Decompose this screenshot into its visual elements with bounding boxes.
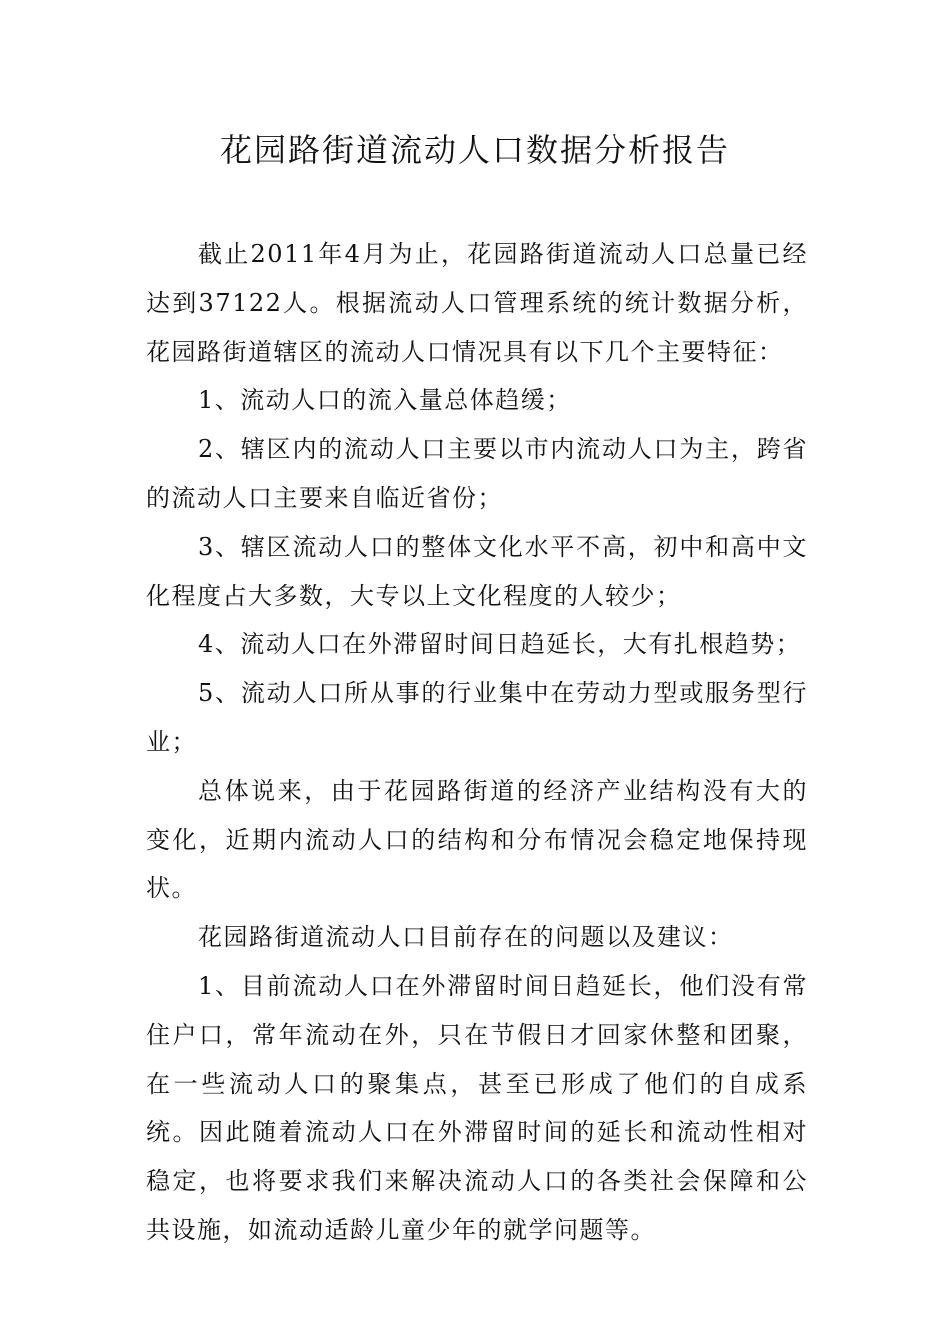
document-title: 花园路街道流动人口数据分析报告 — [219, 131, 730, 169]
intro-paragraph: 截止2011年4月为止，花园路街道流动人口总量已经达到37122人。根据流动人口管理系统的统计数据分析，花园路街道辖区的流动人口情况具有以下几个主要特征： — [146, 240, 808, 366]
summary-paragraph: 总体说来，由于花园路街道的经济产业结构没有大的变化，近期内流动人口的结构和分布情况会稳定地保持现状。 — [146, 776, 808, 903]
feature-item-3: 3、辖区流动人口的整体文化水平不高，初中和高中文化程度占大多数，大专以上文化程度的人较少； — [146, 532, 808, 610]
feature-item-5: 5、流动人口所从事的行业集中在劳动力型或服务型行业； — [146, 679, 808, 756]
feature-item-1: 1、流动人口的流入量总体趋缓； — [198, 386, 572, 415]
document-body — [146, 230, 808, 1255]
issues-heading-paragraph: 花园路街道流动人口目前存在的问题以及建议： — [198, 923, 734, 952]
feature-item-4: 4、流动人口在外滞留时间日趋延长，大有扎根趋势； — [198, 630, 802, 659]
issue-item-1: 1、目前流动人口在外滞留时间日趋延长，他们没有常住户口，常年流动在外，只在节假日才回家休整和团聚，在一些流动人口的聚集点，甚至已形成了他们的自成系统。因此随着流动人口在外滞留时间的延长和流动性相对稳定，也将要求我们来解决流动人口的各类社会保障和公共设施，如流动适龄儿童少年的就学问题等。 — [146, 971, 808, 1244]
feature-item-2: 2、辖区内的流动人口主要以市内流动人口为主，跨省的流动人口主要来自临近省份； — [146, 435, 808, 512]
